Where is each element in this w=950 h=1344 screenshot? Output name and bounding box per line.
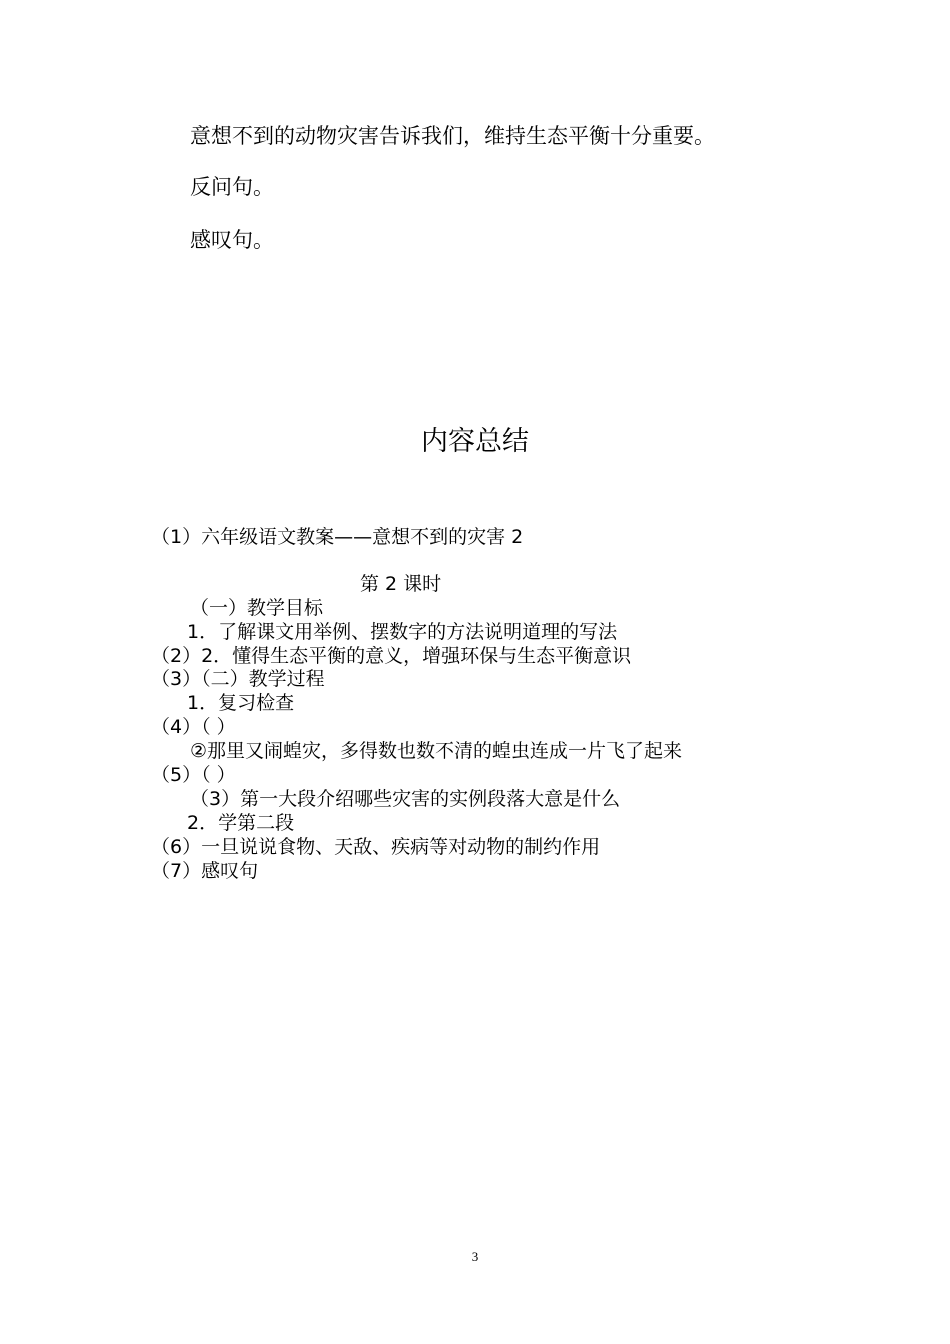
summary-line-5: （5）（ ）: [151, 764, 236, 786]
summary-line-2: （2）2．懂得生态平衡的意义，增强环保与生态平衡意识: [151, 645, 632, 667]
summary-line-goal-1: 1．了解课文用举例、摆数字的方法说明道理的写法: [187, 621, 618, 643]
summary-line-goals: （一）教学目标: [190, 597, 324, 619]
summary-line-1: （1）六年级语文教案——意想不到的灾害 2: [151, 526, 524, 548]
summary-line-7: （7）感叹句: [151, 860, 259, 882]
summary-line-part-two: 2．学第二段: [187, 812, 295, 834]
summary-line-locust: ②那里又闹蝗灾，多得数也数不清的蝗虫连成一片飞了起来: [190, 740, 683, 762]
summary-title: 内容总结: [421, 426, 529, 457]
summary-line-3: （3）（二）教学过程: [151, 668, 325, 690]
page-number: 3: [471, 1249, 479, 1264]
summary-line-question: （3）第一大段介绍哪些灾害的实例段落大意是什么: [190, 788, 621, 810]
summary-line-4: （4）（ ）: [151, 716, 236, 738]
summary-line-review: 1．复习检查: [187, 692, 295, 714]
summary-line-lesson: 第 2 课时: [360, 573, 442, 595]
intro-line-conclusion: 意想不到的动物灾害告诉我们，维持生态平衡十分重要。: [190, 124, 715, 148]
summary-line-6: （6）一旦说说食物、天敌、疾病等对动物的制约作用: [151, 836, 601, 858]
intro-line-rhetorical-question: 反问句。: [190, 175, 274, 199]
intro-line-exclamation: 感叹句。: [190, 228, 274, 252]
